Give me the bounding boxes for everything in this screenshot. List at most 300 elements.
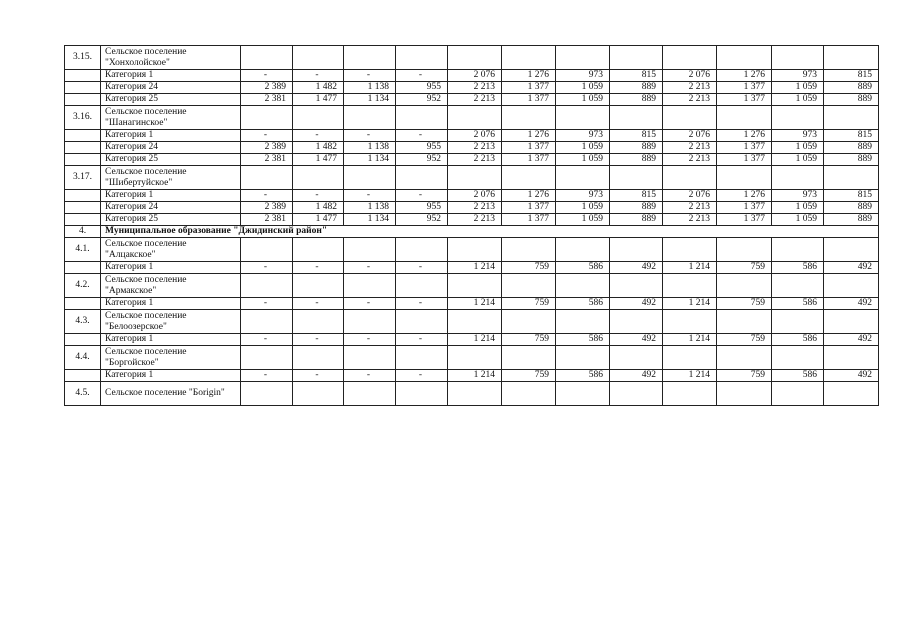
- tariff-value: 1 059: [772, 202, 824, 214]
- empty-cell: [824, 106, 879, 130]
- empty-cell: [556, 274, 610, 298]
- tariff-value: 492: [824, 262, 879, 274]
- tariff-value: 973: [772, 130, 824, 142]
- tariff-value: 815: [610, 70, 663, 82]
- settlement-header-row: [65, 46, 879, 70]
- tariff-value: -: [344, 70, 396, 82]
- tariff-value: 759: [717, 370, 772, 382]
- row-number: 4.4.: [65, 346, 101, 370]
- tariff-value: -: [344, 298, 396, 310]
- tariff-value: 2 076: [448, 70, 502, 82]
- empty-cell: [502, 310, 556, 334]
- empty-cell: [502, 166, 556, 190]
- empty-cell: [717, 382, 772, 406]
- tariff-value: 1 214: [663, 262, 717, 274]
- tariff-value: 1 059: [556, 142, 610, 154]
- empty-cell: [663, 166, 717, 190]
- tariff-value: 1 214: [448, 262, 502, 274]
- empty-cell: [502, 106, 556, 130]
- tariff-value: 2 076: [448, 130, 502, 142]
- tariff-value: 1 138: [344, 142, 396, 154]
- empty-cell: [293, 310, 344, 334]
- empty-cell: [448, 274, 502, 298]
- empty-cell: [396, 46, 448, 70]
- tariff-value: 1 134: [344, 94, 396, 106]
- empty-cell: [824, 310, 879, 334]
- tariff-value: 2 213: [448, 142, 502, 154]
- tariff-value: 2 213: [448, 94, 502, 106]
- tariff-value: 759: [502, 334, 556, 346]
- empty-cell: [344, 106, 396, 130]
- tariff-value: 1 059: [556, 154, 610, 166]
- category-label: Категория 1: [101, 70, 241, 82]
- tariff-value: -: [241, 130, 293, 142]
- category-row: [65, 94, 879, 106]
- tariff-value: -: [344, 190, 396, 202]
- empty-cell: [241, 274, 293, 298]
- tariff-value: 889: [610, 214, 663, 226]
- tariff-value: 1 214: [448, 298, 502, 310]
- category-row: [65, 202, 879, 214]
- empty-cell: [772, 346, 824, 370]
- tariff-value: 952: [396, 94, 448, 106]
- category-label: Категория 24: [101, 82, 241, 94]
- empty-cell: [396, 310, 448, 334]
- tariff-value: 2 381: [241, 214, 293, 226]
- empty-cell: [502, 382, 556, 406]
- empty-cell: [610, 46, 663, 70]
- empty-cell: [396, 346, 448, 370]
- empty-number-cell: [65, 298, 101, 310]
- empty-cell: [293, 238, 344, 262]
- category-row: [65, 154, 879, 166]
- tariff-value: 815: [824, 70, 879, 82]
- empty-cell: [448, 310, 502, 334]
- tariff-value: 586: [556, 262, 610, 274]
- tariff-value: 1 134: [344, 214, 396, 226]
- category-row: [65, 298, 879, 310]
- tariff-value: 889: [824, 202, 879, 214]
- tariff-value: 955: [396, 202, 448, 214]
- empty-cell: [344, 346, 396, 370]
- tariff-value: 1 377: [717, 82, 772, 94]
- category-row: [65, 262, 879, 274]
- settlement-name: Сельское поселение "Алцакское": [101, 238, 241, 262]
- section-number: 4.: [65, 226, 101, 238]
- tariff-value: 1 276: [502, 70, 556, 82]
- empty-cell: [293, 166, 344, 190]
- empty-cell: [241, 106, 293, 130]
- empty-cell: [241, 382, 293, 406]
- tariff-value: 1 377: [502, 94, 556, 106]
- tariff-value: -: [241, 298, 293, 310]
- tariff-value: 2 213: [448, 154, 502, 166]
- tariff-value: 2 213: [448, 202, 502, 214]
- empty-cell: [824, 166, 879, 190]
- tariff-value: 889: [610, 154, 663, 166]
- tariff-value: 1 214: [448, 370, 502, 382]
- category-row: [65, 130, 879, 142]
- category-row: [65, 370, 879, 382]
- empty-cell: [772, 382, 824, 406]
- tariff-value: 1 214: [663, 298, 717, 310]
- empty-cell: [663, 382, 717, 406]
- tariff-value: 1 276: [717, 130, 772, 142]
- empty-cell: [396, 274, 448, 298]
- tariff-value: 955: [396, 142, 448, 154]
- empty-number-cell: [65, 214, 101, 226]
- tariff-value: -: [293, 130, 344, 142]
- empty-cell: [717, 346, 772, 370]
- tariff-value: 1 276: [717, 70, 772, 82]
- empty-cell: [556, 46, 610, 70]
- tariff-value: 1 377: [502, 142, 556, 154]
- empty-cell: [448, 166, 502, 190]
- category-row: [65, 190, 879, 202]
- empty-cell: [241, 166, 293, 190]
- tariff-value: 2 213: [448, 82, 502, 94]
- tariff-value: 759: [717, 298, 772, 310]
- settlement-name: Сельское поселение "Шанагинское": [101, 106, 241, 130]
- tariff-value: 889: [824, 154, 879, 166]
- tariff-value: 889: [824, 142, 879, 154]
- empty-cell: [772, 46, 824, 70]
- tariff-value: -: [344, 262, 396, 274]
- empty-number-cell: [65, 202, 101, 214]
- empty-cell: [772, 238, 824, 262]
- tariff-value: 492: [824, 370, 879, 382]
- empty-cell: [610, 274, 663, 298]
- tariff-value: 955: [396, 82, 448, 94]
- empty-cell: [663, 346, 717, 370]
- tariff-value: -: [241, 70, 293, 82]
- tariff-value: 2 381: [241, 94, 293, 106]
- empty-cell: [448, 106, 502, 130]
- tariff-value: 1 214: [663, 370, 717, 382]
- empty-cell: [824, 346, 879, 370]
- tariff-value: -: [396, 70, 448, 82]
- tariff-value: 1 059: [772, 142, 824, 154]
- empty-cell: [663, 46, 717, 70]
- settlement-header-row: [65, 238, 879, 262]
- empty-cell: [241, 238, 293, 262]
- empty-cell: [293, 106, 344, 130]
- settlement-header-row: [65, 106, 879, 130]
- tariff-value: 952: [396, 214, 448, 226]
- tariff-value: 1 377: [717, 94, 772, 106]
- settlement-header-row: [65, 310, 879, 334]
- empty-number-cell: [65, 334, 101, 346]
- tariff-value: 973: [772, 190, 824, 202]
- empty-cell: [556, 346, 610, 370]
- empty-cell: [772, 106, 824, 130]
- empty-cell: [610, 166, 663, 190]
- tariff-value: -: [293, 370, 344, 382]
- empty-cell: [448, 238, 502, 262]
- tariff-value: -: [241, 190, 293, 202]
- tariff-value: 1 377: [717, 142, 772, 154]
- tariff-value: -: [344, 334, 396, 346]
- tariff-value: 2 213: [448, 214, 502, 226]
- tariff-value: 1 276: [717, 190, 772, 202]
- empty-cell: [293, 382, 344, 406]
- empty-cell: [241, 346, 293, 370]
- settlement-name: Сельское поселение "Белоозерское": [101, 310, 241, 334]
- empty-cell: [556, 382, 610, 406]
- empty-cell: [610, 106, 663, 130]
- tariff-value: -: [344, 130, 396, 142]
- tariff-value: 492: [610, 334, 663, 346]
- tariff-value: 586: [556, 298, 610, 310]
- empty-cell: [556, 106, 610, 130]
- category-label: Категория 1: [101, 370, 241, 382]
- tariff-value: -: [293, 334, 344, 346]
- tariff-value: 1 377: [502, 202, 556, 214]
- empty-number-cell: [65, 142, 101, 154]
- empty-cell: [396, 106, 448, 130]
- tariff-value: 815: [824, 190, 879, 202]
- tariff-value: 586: [772, 262, 824, 274]
- tariff-value: 2 389: [241, 202, 293, 214]
- empty-cell: [396, 238, 448, 262]
- tariff-value: 2 076: [663, 70, 717, 82]
- tariff-value: 889: [824, 94, 879, 106]
- tariff-value: 1 214: [663, 334, 717, 346]
- tariff-value: 815: [610, 130, 663, 142]
- empty-cell: [396, 382, 448, 406]
- tariff-value: 2 389: [241, 82, 293, 94]
- category-label: Категория 25: [101, 154, 241, 166]
- tariff-value: 586: [772, 298, 824, 310]
- tariff-value: 2 213: [663, 142, 717, 154]
- empty-cell: [717, 106, 772, 130]
- empty-number-cell: [65, 154, 101, 166]
- tariff-value: 973: [556, 70, 610, 82]
- tariff-value: 1 059: [772, 94, 824, 106]
- empty-cell: [293, 46, 344, 70]
- empty-cell: [717, 46, 772, 70]
- tariff-value: 973: [556, 190, 610, 202]
- category-label: Категория 1: [101, 130, 241, 142]
- tariff-value: 973: [772, 70, 824, 82]
- tariff-value: 889: [610, 202, 663, 214]
- tariff-value: 759: [717, 334, 772, 346]
- section-row: [65, 226, 879, 238]
- empty-cell: [396, 166, 448, 190]
- tariff-value: 2 389: [241, 142, 293, 154]
- tariff-value: -: [241, 334, 293, 346]
- tariff-value: 1 059: [772, 154, 824, 166]
- settlement-name: Сельское поселение "Бorigin": [101, 382, 241, 406]
- tariff-value: 492: [610, 262, 663, 274]
- tariff-value: 2 076: [663, 190, 717, 202]
- tariff-value: 1 134: [344, 154, 396, 166]
- empty-cell: [663, 310, 717, 334]
- tariff-value: 2 076: [663, 130, 717, 142]
- row-number: 4.5.: [65, 382, 101, 406]
- tariff-value: 815: [824, 130, 879, 142]
- empty-cell: [717, 274, 772, 298]
- empty-cell: [717, 238, 772, 262]
- tariff-value: 492: [610, 370, 663, 382]
- category-label: Категория 24: [101, 202, 241, 214]
- empty-cell: [824, 274, 879, 298]
- empty-cell: [663, 106, 717, 130]
- tariff-value: -: [293, 190, 344, 202]
- tariff-value: -: [396, 262, 448, 274]
- tariff-value: 492: [610, 298, 663, 310]
- tariff-value: 1 377: [502, 214, 556, 226]
- row-number: 4.1.: [65, 238, 101, 262]
- section-title: Муниципальное образование "Джидинский район": [101, 226, 879, 238]
- empty-number-cell: [65, 82, 101, 94]
- tariff-value: 586: [772, 334, 824, 346]
- empty-cell: [663, 238, 717, 262]
- row-number: 4.3.: [65, 310, 101, 334]
- tariff-value: 2 213: [663, 202, 717, 214]
- tariff-value: 1 059: [772, 82, 824, 94]
- tariff-value: -: [396, 334, 448, 346]
- tariff-value: 952: [396, 154, 448, 166]
- tariff-value: -: [293, 262, 344, 274]
- tariff-value: 815: [610, 190, 663, 202]
- empty-cell: [502, 346, 556, 370]
- tariff-value: 2 213: [663, 154, 717, 166]
- tariff-value: -: [396, 130, 448, 142]
- empty-cell: [344, 274, 396, 298]
- tariff-value: 1 377: [502, 154, 556, 166]
- row-number: 4.2.: [65, 274, 101, 298]
- tariff-value: 889: [610, 142, 663, 154]
- category-label: Категория 1: [101, 262, 241, 274]
- empty-cell: [448, 382, 502, 406]
- tariff-value: 759: [502, 370, 556, 382]
- empty-cell: [824, 46, 879, 70]
- tariff-value: 1 482: [293, 82, 344, 94]
- tariff-value: -: [293, 70, 344, 82]
- empty-cell: [717, 166, 772, 190]
- tariff-value: 2 076: [448, 190, 502, 202]
- category-row: [65, 214, 879, 226]
- tariff-value: 889: [610, 82, 663, 94]
- empty-cell: [293, 346, 344, 370]
- settlement-name: Сельское поселение "Шибертуйское": [101, 166, 241, 190]
- empty-cell: [556, 310, 610, 334]
- tariff-value: 1 276: [502, 190, 556, 202]
- settlement-header-row: [65, 382, 879, 406]
- empty-cell: [448, 46, 502, 70]
- tariff-value: -: [241, 262, 293, 274]
- row-number: 3.15.: [65, 46, 101, 70]
- tariff-value: 889: [610, 94, 663, 106]
- empty-number-cell: [65, 370, 101, 382]
- empty-cell: [772, 274, 824, 298]
- empty-cell: [824, 382, 879, 406]
- empty-number-cell: [65, 70, 101, 82]
- settlement-name: Сельское поселение "Боргойское": [101, 346, 241, 370]
- category-row: [65, 70, 879, 82]
- tariff-value: 889: [824, 214, 879, 226]
- empty-cell: [344, 166, 396, 190]
- tariff-value: 1 477: [293, 94, 344, 106]
- empty-cell: [293, 274, 344, 298]
- empty-cell: [717, 310, 772, 334]
- tariff-value: 759: [502, 262, 556, 274]
- tariff-value: 2 213: [663, 94, 717, 106]
- category-label: Категория 25: [101, 214, 241, 226]
- empty-number-cell: [65, 190, 101, 202]
- tariff-value: 1 059: [556, 202, 610, 214]
- empty-cell: [556, 238, 610, 262]
- tariff-value: 1 477: [293, 214, 344, 226]
- empty-cell: [663, 274, 717, 298]
- tariff-value: 1 059: [556, 214, 610, 226]
- tariff-value: -: [241, 370, 293, 382]
- tariff-value: 2 213: [663, 82, 717, 94]
- empty-number-cell: [65, 262, 101, 274]
- tariff-value: 1 214: [448, 334, 502, 346]
- settlement-name: Сельское поселение "Армакское": [101, 274, 241, 298]
- category-label: Категория 1: [101, 298, 241, 310]
- category-row: [65, 142, 879, 154]
- tariff-value: 492: [824, 298, 879, 310]
- empty-cell: [772, 166, 824, 190]
- tariff-value: 586: [556, 334, 610, 346]
- empty-cell: [610, 346, 663, 370]
- tariff-value: 1 059: [556, 94, 610, 106]
- empty-cell: [610, 238, 663, 262]
- empty-cell: [502, 238, 556, 262]
- empty-cell: [344, 46, 396, 70]
- settlement-header-row: [65, 346, 879, 370]
- tariff-value: 759: [502, 298, 556, 310]
- tariff-value: 759: [717, 262, 772, 274]
- empty-cell: [824, 238, 879, 262]
- tariff-value: 2 213: [663, 214, 717, 226]
- tariff-value: 1 377: [502, 82, 556, 94]
- tariff-value: 1 482: [293, 202, 344, 214]
- tariff-value: 1 482: [293, 142, 344, 154]
- category-label: Категория 24: [101, 142, 241, 154]
- tariff-value: 2 381: [241, 154, 293, 166]
- tariff-value: 586: [772, 370, 824, 382]
- empty-number-cell: [65, 130, 101, 142]
- tariff-value: -: [396, 190, 448, 202]
- tariff-value: 1 059: [772, 214, 824, 226]
- empty-cell: [772, 310, 824, 334]
- category-label: Категория 25: [101, 94, 241, 106]
- tariff-value: 973: [556, 130, 610, 142]
- tariff-value: -: [396, 298, 448, 310]
- empty-cell: [448, 346, 502, 370]
- tariff-value: 1 059: [556, 82, 610, 94]
- empty-cell: [556, 166, 610, 190]
- tariff-value: 1 377: [717, 202, 772, 214]
- empty-cell: [610, 310, 663, 334]
- tariff-value: 1 138: [344, 82, 396, 94]
- tariff-value: 586: [556, 370, 610, 382]
- row-number: 3.17.: [65, 166, 101, 190]
- tariff-value: 889: [824, 82, 879, 94]
- tariff-value: 492: [824, 334, 879, 346]
- empty-number-cell: [65, 94, 101, 106]
- empty-cell: [344, 382, 396, 406]
- empty-cell: [502, 46, 556, 70]
- empty-cell: [502, 274, 556, 298]
- settlement-name: Сельское поселение "Хонхолойское": [101, 46, 241, 70]
- empty-cell: [241, 310, 293, 334]
- empty-cell: [241, 46, 293, 70]
